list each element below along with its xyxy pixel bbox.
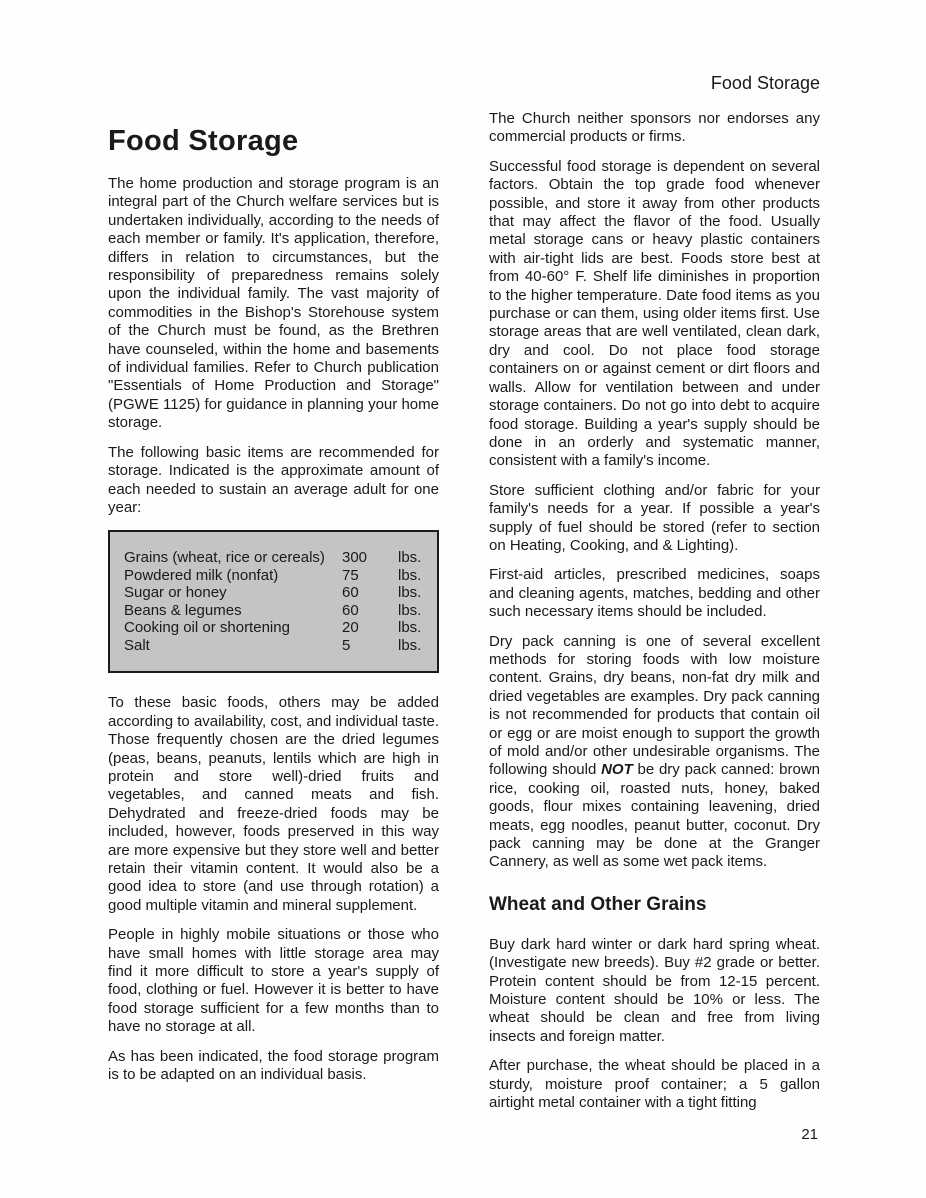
- table-cell-amount: 300: [342, 549, 368, 567]
- table-cell-unit: lbs.: [398, 584, 422, 602]
- section-heading-wheat: Wheat and Other Grains: [489, 893, 707, 915]
- table-cell-item: Cooking oil or shortening: [124, 619, 290, 637]
- paragraph-no-endorsement: The Church neither sponsors nor endorses any commercial products or firms.: [489, 110, 820, 146]
- right-column: [489, 72, 820, 1124]
- dry-pack-text-after: be dry pack canned: brown rice, cooking oil, roasted nuts, honey, baked goods, flour mixes containing leavening, dried meats, egg noodles, peanut butter, coconut. Dry pack canning may be done at the Granger Cannery, as well as some wet pack items.: [489, 761, 821, 871]
- table-row: [124, 637, 429, 655]
- table-row: [124, 619, 429, 637]
- table-cell-amount: 60: [342, 601, 359, 619]
- page-number: 21: [801, 1126, 818, 1143]
- paragraph-first-aid: First-aid articles, prescribed medicines, soaps and cleaning agents, matches, bedding and other such necessary items should be included.: [489, 566, 820, 621]
- paragraph-basic-foods-additions: To these basic foods, others may be added according to availability, cost, and individual taste. Those frequently chosen are the dried legumes (peas, beans, peanuts, lentils which are high in protein and store well)-dried fruits and vegetables, and canned meats and fish. Dehydrated and freeze-dried foods may be included, however, foods preserved in this way are more expensive but they store well and better retain their vitamin content. It would also be a good idea to store (and use through rotation) a good multiple vitamin and mineral supplement.: [108, 694, 439, 914]
- paragraph-after-purchase: After purchase, the wheat should be placed in a sturdy, moisture proof container; a 5 gallon airtight metal container with a tight fitting: [489, 1057, 820, 1112]
- page-title: Food Storage: [108, 125, 299, 157]
- paragraph-mobile-situations: People in highly mobile situations or those who have small homes with little storage area may find it more difficult to store a year's supply of food, clothing or fuel. However it is better to have food storage sufficient for a few months than to have no storage at all.: [108, 926, 439, 1036]
- paragraph-successful-storage: Successful food storage is dependent on several factors. Obtain the top grade food whenever possible, and store it away from other products that may affect the flavor of the food. Usually metal storage cans or heavy plastic containers with air-tight lids are best. Foods store best at from 40-60° F. Shelf life diminishes in proportion to the higher temperature. Date food items as you purchase or can them, using older items first. Use storage areas that are well ventilated, clean dark, dry and cool. Do not place food storage containers on or against cement or dirt floors and walls. Allow for ventilation between and under storage containers. Do not go into debt to acquire food storage. Building a year's supply should be done in an orderly and systematic manner, consistent with a family's income.: [489, 157, 820, 470]
- storage-amounts-table: [108, 530, 439, 673]
- paragraph-dry-pack-canning: [489, 633, 820, 872]
- table-cell-item: Salt: [124, 636, 150, 654]
- table-row: [124, 602, 429, 620]
- table-cell-unit: lbs.: [398, 549, 422, 567]
- table-cell-amount: 60: [342, 584, 359, 602]
- table-cell-unit: lbs.: [398, 619, 422, 637]
- table-row: [124, 549, 429, 567]
- table-cell-amount: 75: [342, 566, 359, 584]
- table-cell-item: Powdered milk (nonfat): [124, 566, 279, 584]
- table-row: [124, 567, 429, 585]
- left-column: [108, 124, 439, 1095]
- paragraph-individual-basis: As has been indicated, the food storage program is to be adapted on an individual basis.: [108, 1047, 439, 1084]
- running-header: Food Storage: [710, 73, 820, 93]
- table-cell-item: Sugar or honey: [124, 584, 227, 602]
- table-cell-unit: lbs.: [398, 566, 422, 584]
- table-cell-amount: 5: [342, 636, 351, 654]
- not-emphasis: NOT: [601, 761, 633, 779]
- table-cell-amount: 20: [342, 619, 359, 637]
- table-cell-item: Grains (wheat, rice or cereals): [124, 549, 325, 567]
- paragraph-clothing-fuel: Store sufficient clothing and/or fabric for your family's needs for a year. If possible a year's supply of fuel should be stored (refer to section on Heating, Cooking, and & Lighting).: [489, 481, 820, 554]
- table-cell-item: Beans & legumes: [124, 601, 242, 619]
- paragraph-buy-wheat: Buy dark hard winter or dark hard spring wheat. (Investigate new breeds). Buy #2 grade or better. Protein content should be from 12-15 percent. Moisture content should be 10% or less. The wheat should be clean and free from living insects and foreign matter.: [489, 935, 820, 1045]
- table-cell-unit: lbs.: [398, 601, 422, 619]
- paragraph-home-production: The home production and storage program is an integral part of the Church welfare services but is undertaken individually, according to the needs of each member or family. It's application, therefore, differs in relation to circumstances, but the responsibility of preparedness remains solely upon the individual family. The vast majority of commodities in the Bishop's Storehouse system of the Church must be found, as the Brethren have counseled, within the home and basements of individual families. Refer to Church publication "Essentials of Home Production and Storage" (PGWE 1125) for guidance in planning your home storage.: [108, 175, 439, 432]
- dry-pack-text-before: Dry pack canning is one of several excellent methods for storing foods with low moisture content. Grains, dry beans, non-fat dry milk and dried vegetables are examples. Dry pack canning is not recommended for products that contain oil or egg or are moist enough to support the growth of mold and/or other undesirable organisms. The following should: [489, 632, 820, 779]
- table-cell-unit: lbs.: [398, 636, 422, 654]
- table-row: [124, 584, 429, 602]
- paragraph-basic-items-intro: The following basic items are recommended for storage. Indicated is the approximate amount of each needed to sustain an average adult for one year:: [108, 443, 439, 516]
